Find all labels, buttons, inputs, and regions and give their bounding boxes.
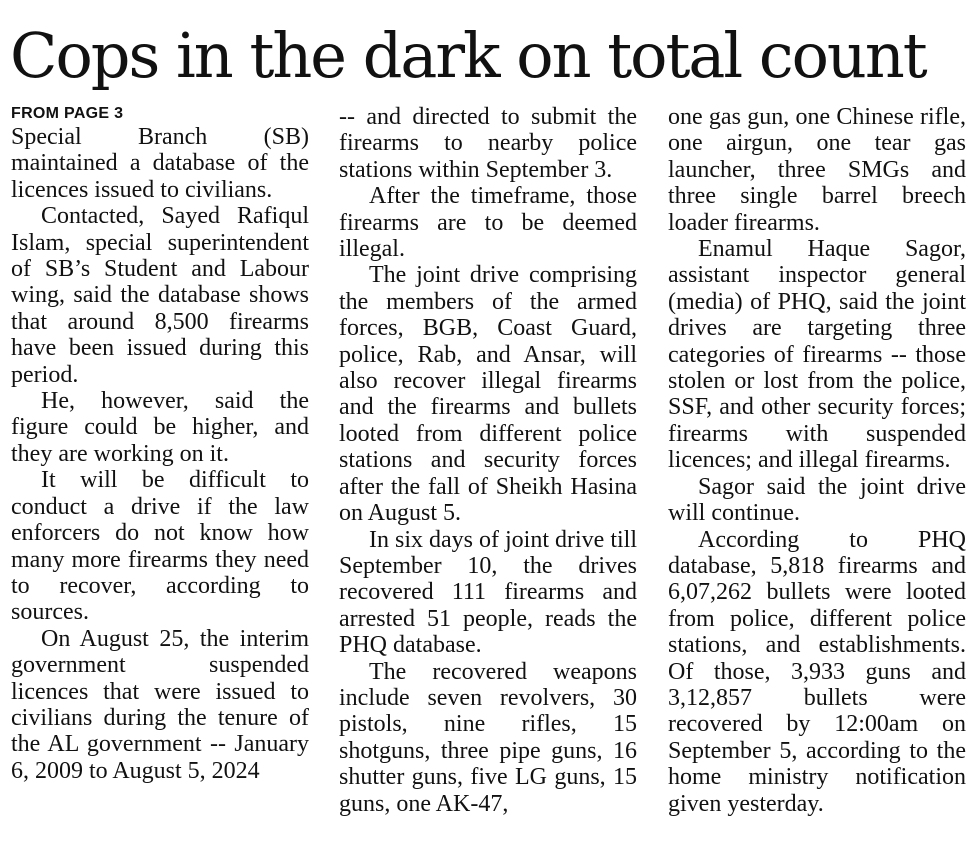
article-column-1 bbox=[11, 104, 309, 784]
paragraph: one gas gun, one Chinese rifle, one airgun, one tear gas launcher, three SMGs and three single barrel breech loader firearms. bbox=[668, 104, 966, 236]
paragraph: It will be difficult to conduct a drive if the law enforcers do not know how many more firearms they need to recover, according to sources. bbox=[11, 467, 309, 626]
kicker-from-page: FROM PAGE 3 bbox=[11, 105, 124, 122]
paragraph: The joint drive comprising the members of the armed forces, BGB, Coast Guard, police, Rab, and Ansar, will also recover illegal firearms and the firearms and bullets looted from different police stations and security forces after the fall of Sheikh Hasina on August 5. bbox=[339, 262, 637, 527]
paragraph: In six days of joint drive till September 10, the drives recovered 111 firearms and arrested 51 people, reads the PHQ database. bbox=[339, 526, 637, 659]
paragraph: -- and directed to submit the firearms to nearby police stations within September 3. bbox=[339, 104, 637, 183]
paragraph: He, however, said the figure could be higher, and they are working on it. bbox=[11, 388, 309, 467]
headline: Cops in the dark on total count bbox=[10, 19, 926, 92]
paragraph: Special Branch (SB) maintained a database of the licences issued to civilians. bbox=[11, 124, 309, 203]
paragraph: On August 25, the interim government suspended licences that were issued to civilians during the tenure of the AL government -- January 6, 2009 to August 5, 2024 bbox=[11, 625, 309, 784]
article-column-2 bbox=[339, 104, 637, 817]
paragraph: After the timeframe, those firearms are to be deemed illegal. bbox=[339, 183, 637, 263]
paragraph: Contacted, Sayed Rafiqul Islam, special superintendent of SB’s Student and Labour wing, said the database shows that around 8,500 firearms have been issued during this period. bbox=[11, 203, 309, 388]
article-column-3 bbox=[668, 104, 966, 817]
paragraph: According to PHQ database, 5,818 firearms and 6,07,262 bullets were looted from police, different police stations, and establishments. Of those, 3,933 guns and 3,12,857 bullets were recovered by 12:00am on September 5, according to the home ministry notification given yesterday. bbox=[668, 526, 966, 817]
paragraph: Enamul Haque Sagor, assistant inspector general (media) of PHQ, said the joint drives are targeting three categories of firearms -- those stolen or lost from the police, SSF, and other security forces; firearms with suspended licences; and illegal firearms. bbox=[668, 236, 966, 474]
paragraph: The recovered weapons include seven revolvers, 30 pistols, nine rifles, 15 shotguns, three pipe guns, 16 shutter guns, five LG guns, 15 guns, one AK-47, bbox=[339, 658, 637, 817]
paragraph: Sagor said the joint drive will continue. bbox=[668, 473, 966, 527]
